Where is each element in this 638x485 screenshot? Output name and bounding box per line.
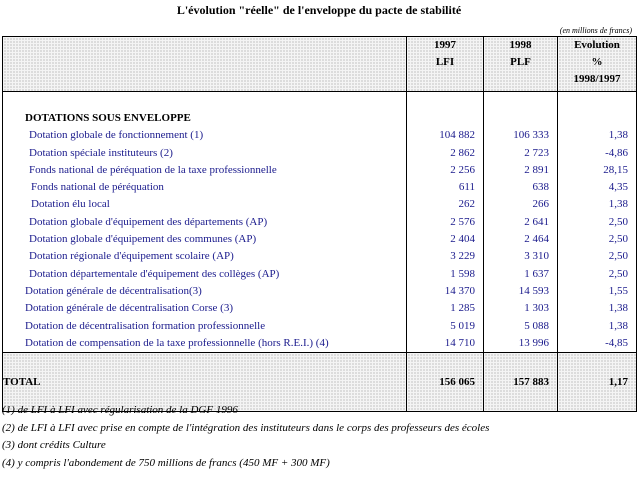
row-value-1998: 2 891 (524, 163, 549, 176)
header-evolution-period: 1998/1997 (573, 73, 621, 85)
row-label: Dotation générale de décentralisation Corse (3) (25, 302, 234, 315)
row-value-evolution: 1,38 (608, 198, 628, 211)
row-value-1998: 2 641 (524, 215, 549, 228)
row-label: Dotation départementale d'équipement des collèges (AP) (29, 267, 280, 280)
header-1998-type: PLF (510, 56, 531, 68)
header-1997-year: 1997 (434, 39, 456, 51)
row-value-1997: 2 256 (450, 163, 475, 176)
row-value-evolution: 2,50 (608, 233, 628, 246)
row-value-evolution: 1,38 (608, 302, 628, 315)
page-title: L'évolution "réelle" de l'enveloppe du pacte de stabilité (176, 3, 462, 17)
row-value-1998: 106 333 (513, 129, 549, 142)
row-value-1998: 1 637 (524, 267, 549, 280)
footnote: (4) y compris l'abondement de 750 millions de francs (450 MF + 300 MF) (2, 456, 330, 469)
row-label: Fonds national de péréquation de la taxe professionnelle (29, 163, 277, 176)
row-value-1997: 5 019 (450, 319, 475, 332)
row-value-evolution: 28,15 (603, 163, 628, 176)
row-value-1998: 2 723 (524, 146, 549, 159)
values-1998-column (484, 92, 558, 353)
body-row (3, 92, 637, 353)
row-label: Dotation globale d'équipement des départements (AP) (29, 215, 268, 228)
row-value-1998: 5 088 (524, 319, 549, 332)
footnotes (2, 402, 489, 472)
header-1998-year: 1998 (509, 39, 532, 51)
row-value-1998: 638 (532, 181, 549, 194)
header-1998 (484, 37, 558, 92)
row-value-1997: 14 370 (444, 284, 475, 297)
row-value-evolution: -4,85 (605, 336, 628, 349)
row-value-1998: 266 (532, 198, 549, 211)
row-label: Dotation de décentralisation formation professionnelle (25, 319, 266, 332)
total-1998: 157 883 (484, 353, 558, 412)
row-value-evolution: 2,50 (608, 267, 628, 280)
row-label: Dotation spéciale instituteurs (2) (29, 146, 173, 159)
header-evolution-title: Evolution (574, 39, 620, 51)
header-evolution (558, 37, 637, 92)
row-value-1997: 262 (458, 198, 475, 211)
row-label: Dotation régionale d'équipement scolaire (AP) (29, 250, 234, 263)
row-value-1997: 3 229 (450, 250, 475, 263)
row-value-evolution: 4,35 (608, 181, 628, 194)
footnote: (3) dont crédits Culture (2, 439, 106, 451)
header-evolution-unit: % (591, 56, 603, 68)
row-label: Dotation globale de fonctionnement (1) (29, 129, 204, 142)
row-label: Fonds national de péréquation (31, 181, 164, 194)
row-label: Dotation de compensation de la taxe professionnelle (hors R.E.I.) (4) (25, 336, 329, 349)
row-value-1997: 611 (458, 181, 475, 194)
row-value-1998: 2 464 (524, 233, 549, 246)
row-value-evolution: 2,50 (608, 215, 628, 228)
row-value-1997: 104 882 (439, 129, 475, 142)
header-blank (3, 37, 407, 92)
unit-note: (en millions de francs) (559, 26, 632, 35)
header-1997-type: LFI (435, 56, 455, 68)
row-value-1998: 14 593 (518, 284, 549, 297)
footnote: (1) de LFI à LFI avec régularisation de la DGF 1996 (2, 404, 238, 416)
total-label: TOTAL (3, 353, 407, 412)
row-label: Dotation globale d'équipement des communes (AP) (29, 233, 257, 246)
row-value-1998: 13 996 (518, 336, 549, 349)
row-value-evolution: 2,50 (608, 250, 628, 263)
row-value-1997: 2 576 (450, 215, 475, 228)
row-value-1997: 1 598 (450, 267, 475, 280)
row-value-evolution: 1,38 (608, 129, 628, 142)
total-evolution: 1,17 (558, 353, 637, 412)
labels-column (3, 92, 407, 353)
row-value-1998: 1 303 (524, 302, 549, 315)
header-row (3, 37, 637, 92)
row-value-evolution: -4,86 (605, 146, 628, 159)
row-value-1997: 1 285 (450, 302, 475, 315)
evolution-column (558, 92, 637, 353)
row-label: Dotation élu local (31, 198, 110, 211)
row-value-1998: 3 310 (524, 250, 549, 263)
row-value-evolution: 1,38 (608, 319, 628, 332)
header-1997 (407, 37, 484, 92)
total-1997: 156 065 (407, 353, 484, 412)
section-title: DOTATIONS SOUS ENVELOPPE (25, 112, 191, 124)
row-value-1997: 2 862 (450, 146, 475, 159)
row-value-1997: 14 710 (444, 336, 475, 349)
row-label: Dotation générale de décentralisation(3) (25, 284, 202, 297)
values-1997-column (407, 92, 484, 353)
stability-pact-table (2, 36, 637, 412)
footnote: (2) de LFI à LFI avec prise en compte de l'intégration des instituteurs dans le corps des professeurs des écoles (2, 421, 490, 434)
row-value-evolution: 1,55 (608, 284, 628, 297)
row-value-1997: 2 404 (450, 233, 475, 246)
